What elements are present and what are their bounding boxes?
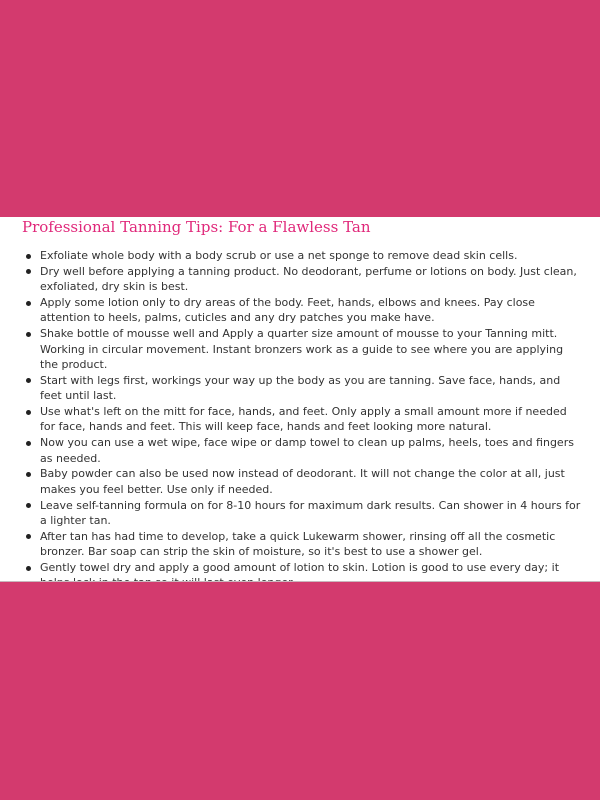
page-title: Professional Tanning Tips: For a Flawless Tan: [22, 218, 371, 236]
top-accent-band: [0, 0, 600, 217]
tip-item: After tan has had time to develop, take a quick Lukewarm shower, rinsing off all the cosmetic bronzer. Bar soap can strip the skin of moisture, so it's best to use a shower gel.: [22, 529, 582, 560]
bottom-accent-band: [0, 581, 600, 800]
tip-item: Dry well before applying a tanning product. No deodorant, perfume or lotions on body. Just clean, exfoliated, dry skin is best.: [22, 264, 582, 295]
tips-list: [22, 248, 582, 591]
tip-item: Now you can use a wet wipe, face wipe or damp towel to clean up palms, heels, toes and fingers as needed.: [22, 435, 582, 466]
tip-item: Shake bottle of mousse well and Apply a quarter size amount of mousse to your Tanning mitt. Working in circular movement. Instant bronzers work as a guide to see where you are applying the product.: [22, 326, 582, 372]
tip-item: Use what's left on the mitt for face, hands, and feet. Only apply a small amount more if needed for face, hands and feet. This will keep face, hands and feet looking more natural.: [22, 404, 582, 435]
tip-item: Exfoliate whole body with a body scrub or use a net sponge to remove dead skin cells.: [22, 248, 582, 263]
tip-item: Baby powder can also be used now instead of deodorant. It will not change the color at all, just makes you feel better. Use only if needed.: [22, 466, 582, 497]
tip-item: Apply some lotion only to dry areas of the body. Feet, hands, elbows and knees. Pay close attention to heels, palms, cuticles and any dry patches you make have.: [22, 295, 582, 326]
tip-item: Leave self-tanning formula on for 8-10 hours for maximum dark results. Can shower in 4 hours for a lighter tan.: [22, 498, 582, 529]
content-panel: [0, 217, 600, 581]
tip-item: Start with legs first, workings your way up the body as you are tanning. Save face, hands, and feet until last.: [22, 373, 582, 404]
tip-item: Gently towel dry and apply a good amount of lotion to skin. Lotion is good to use every day; it: [22, 560, 582, 591]
